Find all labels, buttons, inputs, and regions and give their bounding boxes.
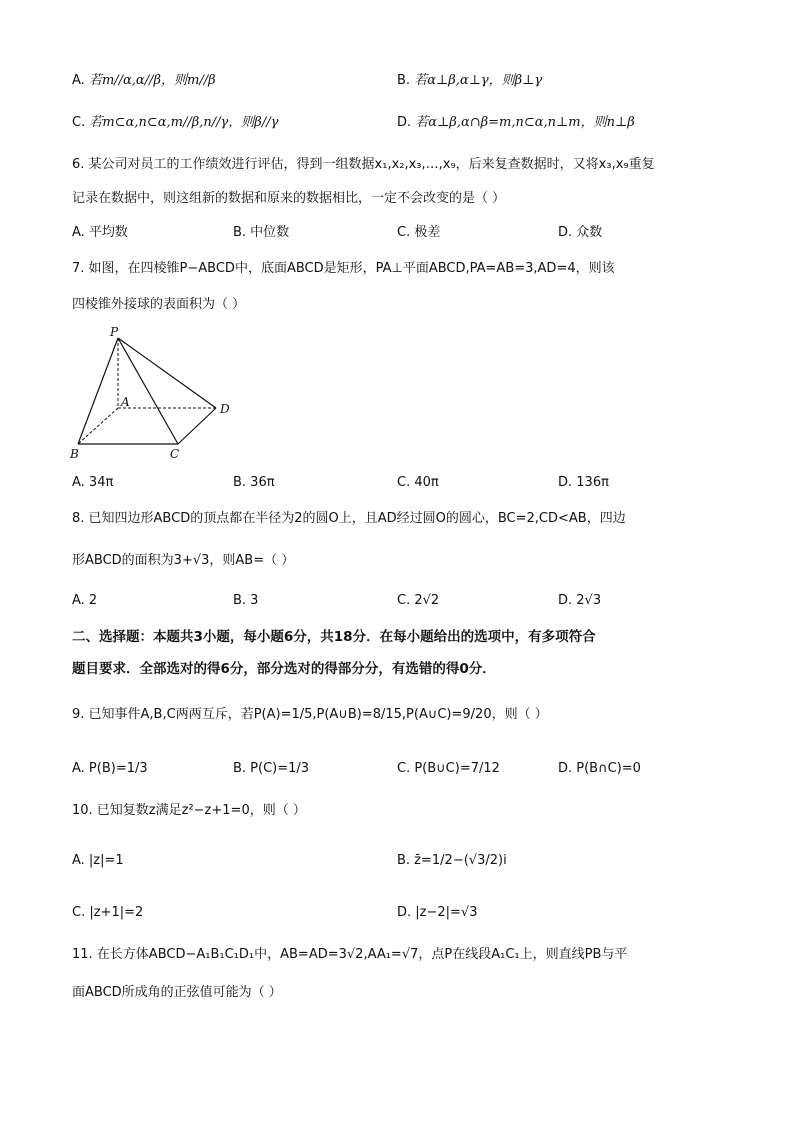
option-letter: C.	[72, 115, 86, 130]
q7-option-a: A. 34π	[72, 475, 114, 490]
q9-option-b: B. P(C)=1/3	[233, 761, 310, 776]
q8-stem-line1: 8. 已知四边形ABCD的顶点都在半径为2的圆O上，且AD经过圆O的圆心，BC=2,CD<AB，四边	[72, 511, 626, 526]
option-letter: B.	[397, 73, 411, 88]
edge-cd	[178, 408, 216, 444]
q6-option-d: D. 众数	[558, 225, 603, 240]
q6-option-c: C. 极差	[397, 225, 441, 240]
q10-option-d: D. |z−2|=√3	[397, 905, 478, 920]
pyramid-figure	[66, 322, 246, 462]
q7-option-c: C. 40π	[397, 475, 439, 490]
edge-pc	[118, 338, 178, 444]
vertex-label-c: C	[170, 447, 180, 461]
vertex-label-p: P	[110, 325, 119, 339]
section-heading-line2: 题目要求．全部选对的得6分，部分选对的得部分分，有选错的得0分．	[72, 661, 496, 677]
edge-pb	[78, 338, 118, 444]
q5-option-d	[397, 114, 635, 132]
q10-option-c: C. |z+1|=2	[72, 905, 144, 920]
q8-stem-line2: 形ABCD的面积为3+√3，则AB=（ ）	[72, 553, 295, 568]
q11-stem-line2: 面ABCD所成角的正弦值可能为（ ）	[72, 985, 282, 1000]
option-text: 若α⊥β,α⊥γ，则β⊥γ	[414, 73, 543, 88]
q5-option-a	[72, 72, 216, 90]
q7-stem-line2: 四棱锥外接球的表面积为（ ）	[72, 297, 246, 312]
vertex-label-b: B	[70, 447, 79, 461]
q10-option-b: B. z̄=1/2−(√3/2)i	[397, 853, 507, 868]
option-text: 若m⊂α,n⊂α,m//β,n//γ，则β//γ	[89, 115, 279, 130]
q8-option-d: D. 2√3	[558, 593, 602, 608]
q9-option-a: A. P(B)=1/3	[72, 761, 148, 776]
q7-stem-line1: 7. 如图，在四棱锥P−ABCD中，底面ABCD是矩形，PA⊥平面ABCD,PA=AB=3,AD=4，则该	[72, 261, 615, 276]
option-text: 若m//α,α//β，则m//β	[88, 73, 216, 88]
q8-option-b: B. 3	[233, 593, 259, 608]
edge-pd	[118, 338, 216, 408]
q7-option-b: B. 36π	[233, 475, 275, 490]
vertex-label-a: A	[121, 395, 130, 409]
q9-option-d: D. P(B∩C)=0	[558, 761, 641, 776]
q7-option-d: D. 136π	[558, 475, 609, 490]
q8-option-c: C. 2√2	[397, 593, 440, 608]
q6-option-a: A. 平均数	[72, 225, 128, 240]
vertex-label-d: D	[220, 402, 230, 416]
q11-stem-line1: 11. 在长方体ABCD−A₁B₁C₁D₁中，AB=AD=3√2,AA₁=√7，点P在线段A₁C₁上，则直线PB与平	[72, 947, 628, 962]
q9-stem: 9. 已知事件A,B,C两两互斥，若P(A)=1/5,P(A∪B)=8/15,P(A∪C)=9/20，则（ ）	[72, 707, 548, 722]
option-text: 若α⊥β,α∩β=m,n⊂α,n⊥m，则n⊥β	[415, 115, 635, 130]
edge-ab	[78, 408, 118, 444]
option-letter: D.	[397, 115, 412, 130]
q5-option-c	[72, 114, 278, 132]
q6-stem-line1: 6. 某公司对员工的工作绩效进行评估，得到一组数据x₁,x₂,x₃,…,x₉，后来复查数据时，又将x₃,x₉重复	[72, 157, 655, 172]
q5-option-b	[397, 72, 542, 90]
q10-option-a: A. |z|=1	[72, 853, 124, 868]
q9-option-c: C. P(B∪C)=7/12	[397, 761, 500, 776]
q10-stem: 10. 已知复数z满足z²−z+1=0，则（ ）	[72, 803, 306, 818]
option-letter: A.	[72, 73, 85, 88]
q6-stem-line2: 记录在数据中，则这组新的数据和原来的数据相比，一定不会改变的是（ ）	[72, 191, 506, 206]
section-heading-line1: 二、选择题：本题共3小题，每小题6分，共18分．在每小题给出的选项中，有多项符合	[72, 629, 596, 645]
q6-option-b: B. 中位数	[233, 225, 290, 240]
q8-option-a: A. 2	[72, 593, 98, 608]
